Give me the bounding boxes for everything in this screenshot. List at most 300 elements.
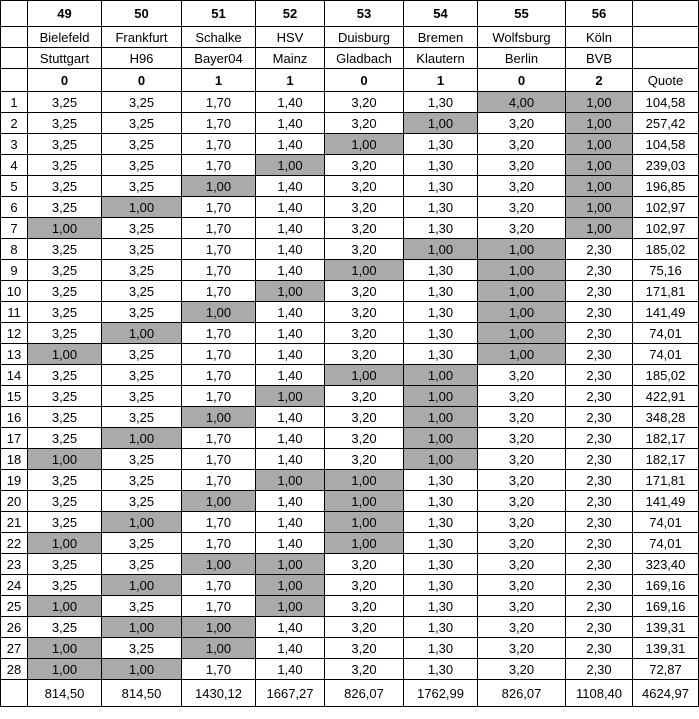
- row-index: 22: [1, 533, 28, 554]
- odds-cell-highlighted: 1,00: [404, 386, 478, 407]
- match-number: 55: [478, 1, 566, 27]
- match-result: 0: [325, 69, 404, 92]
- odds-cell-highlighted: 1,00: [404, 449, 478, 470]
- odds-cell-highlighted: 4,00: [478, 92, 566, 113]
- odds-cell: 1,30: [404, 260, 478, 281]
- odds-cell: 3,20: [478, 554, 566, 575]
- odds-cell-highlighted: 1,00: [182, 491, 256, 512]
- odds-cell-highlighted: 1,00: [102, 575, 182, 596]
- odds-cell: 3,20: [478, 491, 566, 512]
- odds-cell-highlighted: 1,00: [28, 344, 102, 365]
- odds-cell: 3,20: [325, 596, 404, 617]
- odds-cell: 3,25: [102, 239, 182, 260]
- odds-cell: 2,30: [566, 428, 633, 449]
- odds-cell-highlighted: 1,00: [566, 155, 633, 176]
- home-team: Bielefeld: [28, 27, 102, 48]
- row-quote: 141,49: [633, 302, 699, 323]
- odds-cell: 2,30: [566, 512, 633, 533]
- odds-cell-highlighted: 1,00: [478, 260, 566, 281]
- away-team: H96: [102, 48, 182, 69]
- odds-cell-highlighted: 1,00: [478, 239, 566, 260]
- table-row: [1, 197, 699, 218]
- odds-cell: 2,30: [566, 323, 633, 344]
- odds-cell: 3,25: [102, 365, 182, 386]
- odds-cell: 1,70: [182, 386, 256, 407]
- table-row: [1, 449, 699, 470]
- odds-cell-highlighted: 1,00: [28, 218, 102, 239]
- odds-cell-highlighted: 1,00: [478, 323, 566, 344]
- table-row: [1, 470, 699, 491]
- odds-cell: 3,25: [28, 302, 102, 323]
- row-quote: 185,02: [633, 239, 699, 260]
- table-row: [1, 281, 699, 302]
- odds-cell-highlighted: 1,00: [478, 281, 566, 302]
- odds-cell: 3,20: [325, 113, 404, 134]
- odds-cell-highlighted: 1,00: [182, 617, 256, 638]
- match-result: 0: [102, 69, 182, 92]
- odds-cell: 1,70: [182, 134, 256, 155]
- odds-cell: 3,25: [102, 92, 182, 113]
- corner-cell: [1, 48, 28, 69]
- table-row: [1, 428, 699, 449]
- odds-cell-highlighted: 1,00: [102, 428, 182, 449]
- odds-cell: 3,20: [478, 659, 566, 680]
- odds-cell: 2,30: [566, 659, 633, 680]
- odds-cell: 1,40: [256, 638, 325, 659]
- row-quote: 139,31: [633, 638, 699, 659]
- odds-cell: 1,70: [182, 470, 256, 491]
- odds-cell: 1,30: [404, 659, 478, 680]
- odds-cell: 1,40: [256, 449, 325, 470]
- odds-cell-highlighted: 1,00: [256, 386, 325, 407]
- odds-cell-highlighted: 1,00: [28, 596, 102, 617]
- odds-cell: 2,30: [566, 239, 633, 260]
- odds-cell: 1,40: [256, 113, 325, 134]
- odds-cell: 3,25: [102, 260, 182, 281]
- odds-cell: 3,20: [325, 218, 404, 239]
- match-result: 1: [404, 69, 478, 92]
- odds-cell: 3,20: [478, 617, 566, 638]
- corner-cell: [1, 69, 28, 92]
- row-quote: 102,97: [633, 197, 699, 218]
- odds-cell-highlighted: 1,00: [182, 638, 256, 659]
- odds-cell: 3,25: [102, 407, 182, 428]
- odds-cell: 3,25: [102, 113, 182, 134]
- home-team: Schalke: [182, 27, 256, 48]
- odds-cell: 1,40: [256, 176, 325, 197]
- odds-cell: 1,70: [182, 449, 256, 470]
- row-quote: 141,49: [633, 491, 699, 512]
- odds-cell-highlighted: 1,00: [325, 470, 404, 491]
- row-index: 8: [1, 239, 28, 260]
- odds-cell: 2,30: [566, 386, 633, 407]
- home-team: Wolfsburg: [478, 27, 566, 48]
- odds-cell: 3,25: [102, 596, 182, 617]
- odds-cell-highlighted: 1,00: [478, 302, 566, 323]
- odds-cell-highlighted: 1,00: [566, 92, 633, 113]
- row-quote: 75,16: [633, 260, 699, 281]
- header-row-away-teams: [1, 48, 699, 69]
- odds-cell: 2,30: [566, 470, 633, 491]
- away-team: Bayer04: [182, 48, 256, 69]
- odds-cell: 2,30: [566, 281, 633, 302]
- column-total: 1108,40: [566, 680, 633, 707]
- odds-cell: 1,30: [404, 323, 478, 344]
- odds-cell: 1,30: [404, 197, 478, 218]
- odds-cell-highlighted: 1,00: [28, 533, 102, 554]
- odds-cell: 2,30: [566, 260, 633, 281]
- row-index: 17: [1, 428, 28, 449]
- column-total: 1762,99: [404, 680, 478, 707]
- odds-cell: 1,70: [182, 659, 256, 680]
- match-result: 1: [256, 69, 325, 92]
- odds-cell: 2,30: [566, 638, 633, 659]
- odds-cell-highlighted: 1,00: [256, 575, 325, 596]
- row-quote: 185,02: [633, 365, 699, 386]
- row-index: 10: [1, 281, 28, 302]
- table-row: [1, 365, 699, 386]
- odds-cell: 1,30: [404, 638, 478, 659]
- odds-cell: 2,30: [566, 596, 633, 617]
- odds-cell: 3,25: [102, 281, 182, 302]
- odds-cell: 2,30: [566, 407, 633, 428]
- table-row: [1, 134, 699, 155]
- table-row: [1, 554, 699, 575]
- odds-cell: 1,40: [256, 239, 325, 260]
- table-row: [1, 596, 699, 617]
- header-row-match-numbers: [1, 1, 699, 27]
- odds-cell: 2,30: [566, 449, 633, 470]
- row-index: 11: [1, 302, 28, 323]
- table-row: [1, 617, 699, 638]
- odds-cell: 3,20: [325, 197, 404, 218]
- odds-cell: 3,25: [28, 428, 102, 449]
- odds-cell: 3,20: [478, 155, 566, 176]
- home-team: Frankfurt: [102, 27, 182, 48]
- row-index: 5: [1, 176, 28, 197]
- odds-cell: 1,40: [256, 491, 325, 512]
- odds-cell: 3,25: [28, 386, 102, 407]
- row-index: 15: [1, 386, 28, 407]
- row-index: 12: [1, 323, 28, 344]
- row-index: 21: [1, 512, 28, 533]
- totals-row: [1, 680, 699, 707]
- odds-cell: 3,20: [478, 365, 566, 386]
- odds-cell-highlighted: 1,00: [566, 134, 633, 155]
- row-index: 2: [1, 113, 28, 134]
- row-quote: 169,16: [633, 575, 699, 596]
- row-index: 27: [1, 638, 28, 659]
- odds-cell: 2,30: [566, 533, 633, 554]
- odds-cell-highlighted: 1,00: [404, 365, 478, 386]
- odds-cell: 3,20: [325, 575, 404, 596]
- odds-cell: 3,20: [478, 407, 566, 428]
- column-total: 826,07: [478, 680, 566, 707]
- away-team: Mainz: [256, 48, 325, 69]
- match-number: 56: [566, 1, 633, 27]
- row-quote: 102,97: [633, 218, 699, 239]
- table-row: [1, 638, 699, 659]
- odds-cell: 1,30: [404, 134, 478, 155]
- row-quote: 74,01: [633, 323, 699, 344]
- table-row: [1, 533, 699, 554]
- odds-cell: 3,20: [478, 575, 566, 596]
- odds-cell: 2,30: [566, 575, 633, 596]
- odds-cell: 1,40: [256, 218, 325, 239]
- odds-cell: 3,25: [28, 491, 102, 512]
- home-team: HSV: [256, 27, 325, 48]
- odds-cell: 3,20: [325, 617, 404, 638]
- row-quote: 171,81: [633, 470, 699, 491]
- match-result: 1: [182, 69, 256, 92]
- odds-cell: 1,70: [182, 575, 256, 596]
- odds-cell: 1,30: [404, 554, 478, 575]
- match-number: 50: [102, 1, 182, 27]
- odds-cell: 1,30: [404, 533, 478, 554]
- row-quote: 104,58: [633, 92, 699, 113]
- odds-cell: 3,20: [478, 218, 566, 239]
- table-row: [1, 218, 699, 239]
- odds-cell: 2,30: [566, 617, 633, 638]
- row-quote: 323,40: [633, 554, 699, 575]
- home-team: Köln: [566, 27, 633, 48]
- odds-cell-highlighted: 1,00: [256, 554, 325, 575]
- header-row-home-teams: [1, 27, 699, 48]
- odds-cell-highlighted: 1,00: [404, 113, 478, 134]
- away-team: Stuttgart: [28, 48, 102, 69]
- odds-cell: 3,20: [478, 134, 566, 155]
- odds-cell: 3,25: [102, 449, 182, 470]
- odds-cell: 1,40: [256, 302, 325, 323]
- row-index: 18: [1, 449, 28, 470]
- odds-cell: 1,40: [256, 260, 325, 281]
- odds-cell: 1,70: [182, 92, 256, 113]
- odds-cell: 3,25: [28, 155, 102, 176]
- odds-cell: 1,30: [404, 617, 478, 638]
- table-row: [1, 659, 699, 680]
- odds-cell: 3,25: [28, 575, 102, 596]
- odds-cell: 3,25: [28, 260, 102, 281]
- row-quote: 348,28: [633, 407, 699, 428]
- odds-cell: 1,40: [256, 659, 325, 680]
- table-row: [1, 323, 699, 344]
- row-quote: 74,01: [633, 344, 699, 365]
- odds-cell: 3,20: [325, 638, 404, 659]
- odds-cell: 3,25: [102, 533, 182, 554]
- odds-cell: 1,40: [256, 197, 325, 218]
- row-quote: 257,42: [633, 113, 699, 134]
- odds-cell-highlighted: 1,00: [182, 176, 256, 197]
- odds-cell-highlighted: 1,00: [256, 281, 325, 302]
- odds-cell: 1,30: [404, 596, 478, 617]
- odds-cell: 1,70: [182, 323, 256, 344]
- odds-cell: 2,30: [566, 344, 633, 365]
- odds-cell: 3,25: [28, 470, 102, 491]
- odds-cell-highlighted: 1,00: [28, 638, 102, 659]
- header-row-results: [1, 69, 699, 92]
- odds-cell-highlighted: 1,00: [404, 239, 478, 260]
- odds-cell: 3,20: [325, 386, 404, 407]
- corner-cell: [1, 27, 28, 48]
- odds-cell: 1,70: [182, 239, 256, 260]
- odds-cell-highlighted: 1,00: [478, 344, 566, 365]
- odds-cell-highlighted: 1,00: [404, 428, 478, 449]
- odds-cell-highlighted: 1,00: [566, 113, 633, 134]
- odds-cell: 3,20: [478, 113, 566, 134]
- row-index: 1: [1, 92, 28, 113]
- table-row: [1, 113, 699, 134]
- table-row: [1, 491, 699, 512]
- match-number: 49: [28, 1, 102, 27]
- odds-cell: 3,25: [102, 302, 182, 323]
- odds-cell: 3,20: [478, 533, 566, 554]
- odds-cell-highlighted: 1,00: [102, 197, 182, 218]
- odds-cell-highlighted: 1,00: [325, 533, 404, 554]
- odds-cell-highlighted: 1,00: [566, 197, 633, 218]
- match-number: 54: [404, 1, 478, 27]
- odds-cell: 3,20: [478, 449, 566, 470]
- odds-cell: 3,20: [478, 386, 566, 407]
- odds-cell: 1,30: [404, 575, 478, 596]
- odds-cell-highlighted: 1,00: [28, 449, 102, 470]
- odds-cell: 3,20: [325, 92, 404, 113]
- row-index: 24: [1, 575, 28, 596]
- odds-cell-highlighted: 1,00: [102, 323, 182, 344]
- odds-cell: 1,40: [256, 344, 325, 365]
- odds-cell: 3,25: [28, 239, 102, 260]
- quote-header-blank: [633, 1, 699, 27]
- odds-cell: 3,25: [102, 218, 182, 239]
- odds-cell: 3,20: [325, 659, 404, 680]
- odds-cell-highlighted: 1,00: [102, 617, 182, 638]
- match-result: 2: [566, 69, 633, 92]
- odds-cell: 1,30: [404, 344, 478, 365]
- odds-cell: 3,25: [102, 386, 182, 407]
- row-quote: 171,81: [633, 281, 699, 302]
- odds-cell-highlighted: 1,00: [28, 659, 102, 680]
- odds-cell: 3,25: [102, 638, 182, 659]
- row-index: 9: [1, 260, 28, 281]
- odds-cell: 1,70: [182, 281, 256, 302]
- row-index: 20: [1, 491, 28, 512]
- odds-cell: 1,30: [404, 512, 478, 533]
- table-row: [1, 155, 699, 176]
- odds-cell: 1,40: [256, 134, 325, 155]
- odds-cell: 3,20: [325, 407, 404, 428]
- row-index: 7: [1, 218, 28, 239]
- row-quote: 74,01: [633, 512, 699, 533]
- odds-cell: 3,25: [102, 155, 182, 176]
- table-row: [1, 512, 699, 533]
- odds-cell: 3,25: [28, 554, 102, 575]
- away-team: Berlin: [478, 48, 566, 69]
- odds-cell: 1,70: [182, 596, 256, 617]
- column-total: 1430,12: [182, 680, 256, 707]
- odds-cell: 1,40: [256, 428, 325, 449]
- row-index: 25: [1, 596, 28, 617]
- odds-cell: 3,25: [102, 134, 182, 155]
- row-quote: 196,85: [633, 176, 699, 197]
- odds-cell: 2,30: [566, 302, 633, 323]
- odds-cell: 3,25: [28, 176, 102, 197]
- odds-cell: 1,30: [404, 470, 478, 491]
- odds-cell: 1,70: [182, 512, 256, 533]
- odds-cell-highlighted: 1,00: [102, 512, 182, 533]
- quote-header-blank: [633, 48, 699, 69]
- odds-cell: 2,30: [566, 554, 633, 575]
- odds-cell: 3,20: [325, 302, 404, 323]
- odds-cell: 3,25: [28, 512, 102, 533]
- match-number: 52: [256, 1, 325, 27]
- row-index: 19: [1, 470, 28, 491]
- match-result: 0: [28, 69, 102, 92]
- table-row: [1, 239, 699, 260]
- odds-cell: 1,30: [404, 218, 478, 239]
- row-quote: 182,17: [633, 449, 699, 470]
- odds-cell-highlighted: 1,00: [256, 596, 325, 617]
- away-team: Gladbach: [325, 48, 404, 69]
- row-index: 13: [1, 344, 28, 365]
- row-quote: 74,01: [633, 533, 699, 554]
- away-team: Klautern: [404, 48, 478, 69]
- row-quote: 169,16: [633, 596, 699, 617]
- quote-header: Quote: [633, 69, 699, 92]
- row-index: 28: [1, 659, 28, 680]
- odds-cell: 1,70: [182, 260, 256, 281]
- odds-cell: 3,25: [102, 344, 182, 365]
- row-quote: 104,58: [633, 134, 699, 155]
- odds-cell: 3,25: [28, 323, 102, 344]
- odds-cell: 3,25: [28, 134, 102, 155]
- odds-cell: 1,40: [256, 92, 325, 113]
- odds-cell: 1,70: [182, 344, 256, 365]
- corner-cell: [1, 1, 28, 27]
- odds-cell: 1,70: [182, 155, 256, 176]
- column-total: 826,07: [325, 680, 404, 707]
- odds-cell: 1,30: [404, 491, 478, 512]
- odds-cell: 3,20: [478, 470, 566, 491]
- table-row: [1, 386, 699, 407]
- odds-cell: 1,70: [182, 197, 256, 218]
- odds-cell-highlighted: 1,00: [325, 260, 404, 281]
- odds-cell: 3,20: [325, 449, 404, 470]
- odds-cell: 3,25: [28, 407, 102, 428]
- odds-cell: 2,30: [566, 491, 633, 512]
- odds-cell: 3,20: [325, 239, 404, 260]
- odds-cell-highlighted: 1,00: [182, 554, 256, 575]
- odds-cell: 1,70: [182, 365, 256, 386]
- odds-cell-highlighted: 1,00: [325, 491, 404, 512]
- row-quote: 182,17: [633, 428, 699, 449]
- odds-cell-highlighted: 1,00: [182, 407, 256, 428]
- odds-cell: 3,25: [102, 470, 182, 491]
- away-team: BVB: [566, 48, 633, 69]
- odds-cell-highlighted: 1,00: [566, 218, 633, 239]
- match-number: 51: [182, 1, 256, 27]
- odds-cell: 1,40: [256, 323, 325, 344]
- odds-cell: 3,25: [28, 365, 102, 386]
- row-index: 6: [1, 197, 28, 218]
- table-row: [1, 176, 699, 197]
- odds-cell: 3,20: [325, 281, 404, 302]
- odds-cell: 1,40: [256, 407, 325, 428]
- column-total: 814,50: [28, 680, 102, 707]
- odds-cell: 1,40: [256, 533, 325, 554]
- odds-cell: 3,25: [102, 554, 182, 575]
- table-row: [1, 344, 699, 365]
- odds-cell: 1,70: [182, 428, 256, 449]
- odds-cell-highlighted: 1,00: [256, 155, 325, 176]
